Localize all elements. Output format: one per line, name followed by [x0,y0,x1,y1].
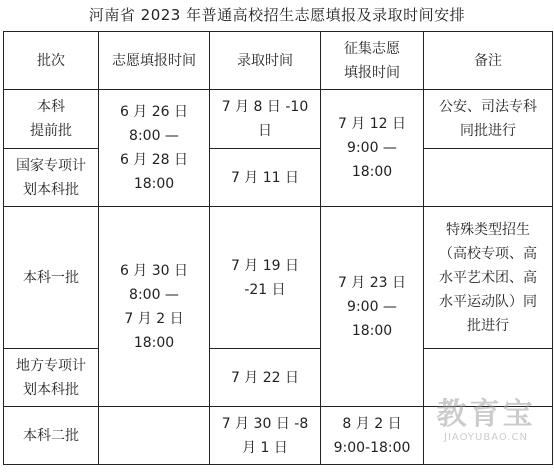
solicit-time-line: 7 月 23 日 [337,274,407,291]
table-row [4,207,553,349]
notes-line: 同批进行 [460,123,516,139]
notes-cell [424,207,553,349]
table-row [4,90,553,149]
notes-cell [424,349,553,407]
header-notes: 备注 [424,32,553,90]
notes-line: （高校专项、高 [439,245,537,262]
header-solicit-line: 征集志愿 [344,40,400,57]
watermark-url: JIAOYUBAO.CN [444,432,528,443]
header-solicit-time [321,32,424,90]
batch-cell [4,90,99,149]
notes-line: 水平运动队）同 [439,293,537,310]
table-row [4,349,553,407]
fill-time-cell [99,207,210,407]
table-row [4,407,553,465]
batch-cell: 本科二批 [4,407,99,465]
admit-time-line: 月 1 日 [242,439,288,456]
admit-time-line: 7 月 30 日 -8 [221,415,309,432]
notes-cell [424,407,553,465]
fill-time-cell [99,407,210,465]
admit-time-line: 日 [258,123,272,139]
solicit-time-line: 9:00 — [347,140,397,156]
admit-time-line: 7 月 19 日 [230,257,300,274]
solicit-time-line: 18:00 [351,164,393,180]
batch-line: 国家专项计 [16,157,86,174]
notes-cell [424,90,553,149]
admit-time-cell: 7 月 11 日 [210,149,321,207]
notes-cell [424,149,553,207]
batch-line: 地方专项计 [16,357,86,374]
solicit-time-line: 9:00 — [347,298,397,315]
table-row [4,149,553,207]
admission-schedule-table [3,31,553,465]
admit-time-cell: 7 月 22 日 [210,349,321,407]
batch-cell [4,149,99,207]
batch-cell [4,349,99,407]
page-title: 河南省 2023 年普通高校招生志愿填报及录取时间安排 [88,6,466,24]
admit-time-cell [210,407,321,465]
fill-time-cell [99,90,210,207]
header-solicit-line: 填报时间 [344,64,400,81]
solicit-time-cell [321,407,424,465]
fill-time-line: 6 月 28 日 [119,152,189,168]
notes-line: 公安、司法专科 [439,99,537,115]
solicit-time-cell [321,90,424,207]
admit-time-line: -21 日 [244,281,286,298]
fill-time-line: 8:00 — [129,128,179,144]
admit-time-cell [210,207,321,349]
header-row [4,32,553,90]
notes-line: 水平艺术团、高 [439,269,537,286]
fill-time-line: 8:00 — [129,286,179,303]
fill-time-line: 18:00 [133,176,175,192]
watermark-brand: 教育宝 [436,397,536,432]
header-fill-time: 志愿填报时间 [99,32,210,90]
header-batch: 批次 [4,32,99,90]
fill-time-line: 6 月 26 日 [119,104,189,120]
fill-time-line: 7 月 2 日 [124,310,184,327]
batch-line: 划本科批 [23,381,79,398]
notes-line: 批进行 [467,317,509,334]
solicit-time-line: 9:00-18:00 [333,439,411,456]
solicit-time-line: 18:00 [351,322,393,339]
solicit-time-cell [321,207,424,407]
solicit-time-line: 8 月 2 日 [342,415,402,432]
admit-time-cell [210,90,321,149]
fill-time-line: 6 月 30 日 [119,262,189,279]
batch-line: 提前批 [30,123,72,139]
batch-cell: 本科一批 [4,207,99,349]
admit-time-line: 7 月 8 日 -10 [221,99,309,115]
batch-line: 划本科批 [23,181,79,198]
batch-line: 本科 [37,99,65,115]
fill-time-line: 18:00 [133,334,175,351]
header-admit-time: 录取时间 [210,32,321,90]
solicit-time-line: 7 月 12 日 [337,116,407,132]
notes-line: 特殊类型招生 [446,221,530,238]
